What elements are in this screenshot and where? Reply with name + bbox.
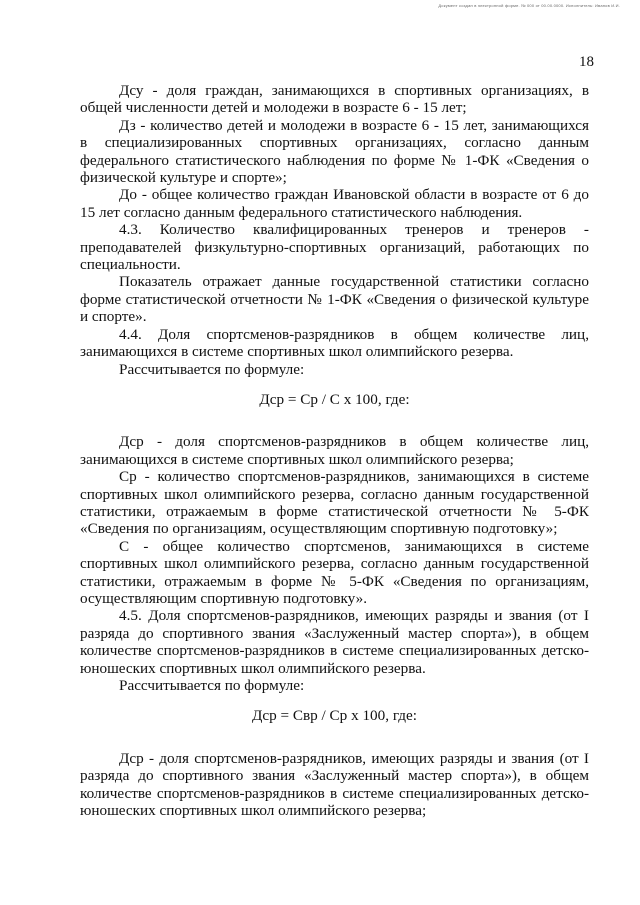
document-body bbox=[80, 82, 589, 819]
paragraph-do-definition: До - общее количество граждан Ивановской области в возрасте от 6 до 15 лет согласно данным федерального статистического наблюдения. bbox=[80, 186, 589, 221]
scan-header-mark: Документ создан в электронной форме. № 000 от 00.00.0000. Исполнитель: Иванов И.И. bbox=[438, 3, 620, 8]
section-4-5: 4.5. Доля спортсменов-разрядников, имеющих разряды и звания (от I разряда до спортивного звания «Заслуженный мастер спорта»), в общем количестве спортсменов-разрядников в системе специализированных детско-юношеских спортивных школ олимпийского резерва. bbox=[80, 607, 589, 677]
formula-intro: Рассчитывается по формуле: bbox=[119, 360, 305, 378]
section-4-4: 4.4. Доля спортсменов-разрядников в общем количестве лиц, занимающихся в системе спортивных школ олимпийского резерва. bbox=[80, 325, 589, 361]
paragraph-indicator-note: Показатель отражает данные государственной статистики согласно форме статистической отчетности № 1-ФК «Сведения о физической культуре и спорте». bbox=[80, 273, 589, 326]
formula-4-5: Дср = Свр / Ср х 100, где: bbox=[251, 707, 417, 725]
paragraph-dsr-definition-2: Дср - доля спортсменов-разрядников, имеющих разряды и звания (от I разряда до спортивного звания «Заслуженный мастер спорта»), в общем количестве спортсменов-разрядников в системе специализированных детско-юношеских спортивных школ олимпийского резерва; bbox=[80, 749, 589, 820]
paragraph-sr-definition: Ср - количество спортсменов-разрядников, занимающихся в системе спортивных школ олимпийского резерва, согласно данным государственной статистики, отражаемым в форме статистической отчетности № 5-ФК «Сведения по организациям, осуществляющим спортивную подготовку»; bbox=[80, 468, 589, 538]
paragraph-dsu-definition: Дсу - доля граждан, занимающихся в спортивных организациях, в общей численности детей и молодежи в возрасте 6 - 15 лет; bbox=[80, 82, 589, 117]
section-4-3: 4.3. Количество квалифицированных тренеров и тренеров - преподавателей физкультурно-спортивных организаций, работающих по специальности. bbox=[80, 221, 589, 274]
formula-intro: Рассчитывается по формуле: bbox=[119, 677, 305, 694]
page-number: 18 bbox=[579, 54, 594, 70]
formula-4-4: Дср = Ср / С х 100, где: bbox=[259, 390, 410, 408]
paragraph-dz-definition: Дз - количество детей и молодежи в возрасте 6 - 15 лет, занимающихся в специализированных спортивных организациях, согласно данным федерального статистического наблюдения по форме № 1-ФК «Сведения о физической культуре и спорте»; bbox=[80, 116, 589, 187]
paragraph-s-definition: С - общее количество спортсменов, занимающихся в системе спортивных школ олимпийского резерва, согласно данным государственной статистики, отражаемым в форме № 5-ФК «Сведения по организациям, осуществляющим спортивную подготовку». bbox=[80, 537, 589, 607]
paragraph-dsr-definition: Дср - доля спортсменов-разрядников в общем количестве лиц, занимающихся в системе спортивных школ олимпийского резерва; bbox=[80, 433, 589, 468]
